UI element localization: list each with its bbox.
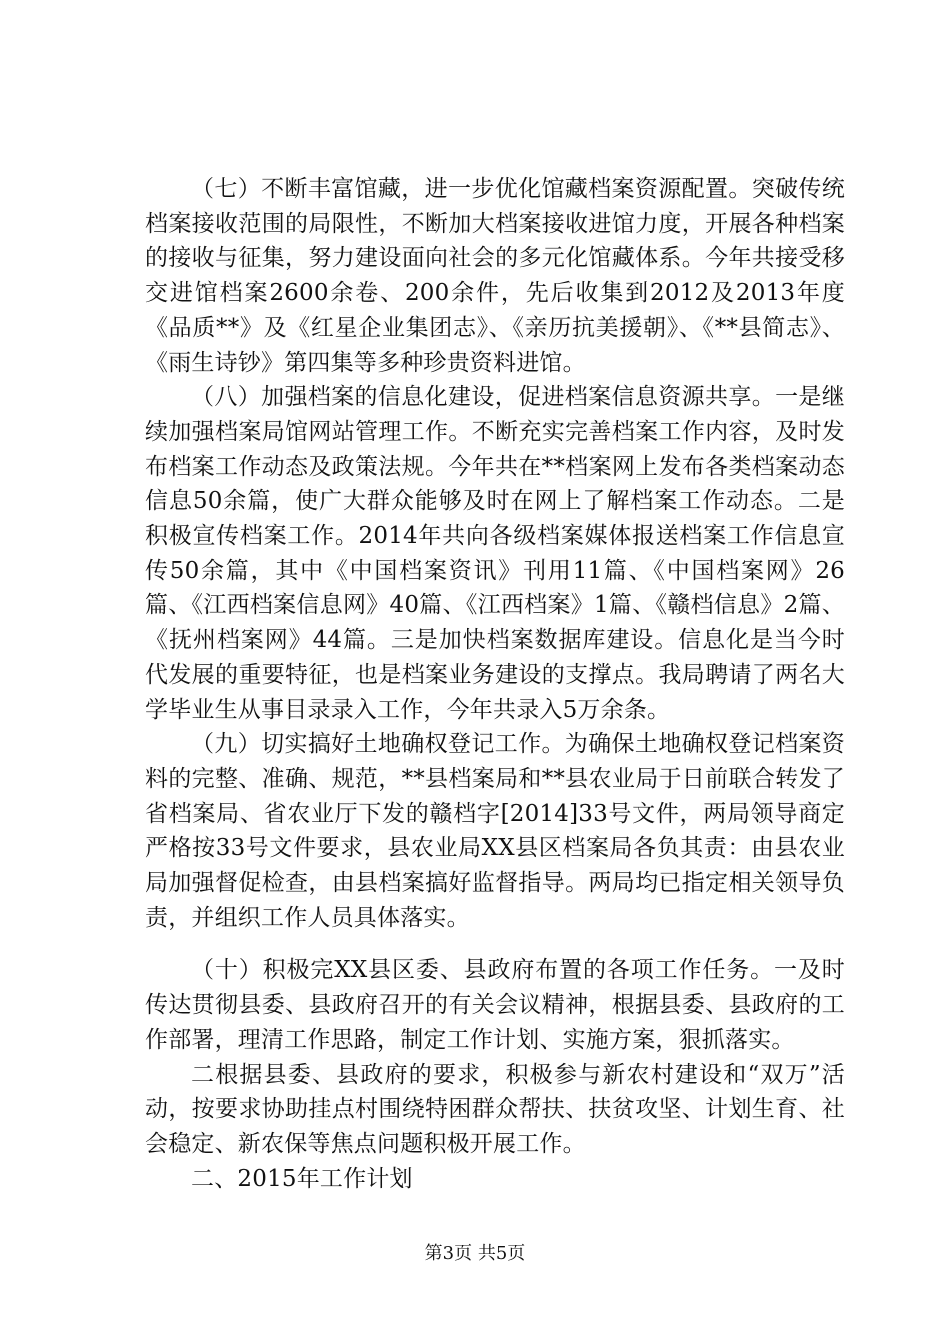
paragraph-7-collection: （七）不断丰富馆藏，进一步优化馆藏档案资源配置。突破传统档案接收范围的局限性，不断加大档案接收进馆力度，开展各种档案的接收与征集，努力建设面向社会的多元化馆藏体系。今年共接受移交进馆档案2600余卷、200余件，先后收集到2012及2013年度《品质**》及《红星企业集团志》、《亲历抗美援朝》、《**县简志》、《雨生诗钞》第四集等多种珍贵资料进馆。 (145, 176, 845, 376)
document-body (145, 172, 845, 1196)
section-heading-2015-plan: 二、2015年工作计划 (191, 1165, 413, 1192)
page-number: 第3页 共5页 (424, 1243, 526, 1264)
paragraph-10-tasks: （十）积极完XX县区委、县政府布置的各项工作任务。一及时传达贯彻县委、县政府召开的有关会议精神，根据县委、县政府的工作部署，理清工作思路，制定工作计划、实施方案，狠抓落实。 (145, 957, 845, 1053)
paragraph-9-land-registration: （九）切实搞好土地确权登记工作。为确保土地确权登记档案资料的完整、准确、规范，**县档案局和**县农业局于日前联合转发了省档案局、省农业厅下发的赣档字[2014]33号文件，两局领导商定严格按33号文件要求，县农业局XX县区档案局各负其责：由县农业局加强督促检查，由县档案搞好监督指导。两局均已指定相关领导负责，并组织工作人员具体落实。 (145, 731, 845, 931)
paragraph-8-informatization: （八）加强档案的信息化建设，促进档案信息资源共享。一是继续加强档案局馆网站管理工作。不断充实完善档案工作内容，及时发布档案工作动态及政策法规。今年共在**档案网上发布各类档案动态信息50余篇，使广大群众能够及时在网上了解档案工作动态。二是积极宣传档案工作。2014年共向各级档案媒体报送档案工作信息宣传50余篇，其中《中国档案资讯》刊用11篇、《中国档案网》26篇、《江西档案信息网》40篇、《江西档案》1篇、《赣档信息》2篇、《抚州档案网》44篇。三是加快档案数据库建设。信息化是当今时代发展的重要特征，也是档案业务建设的支撑点。我局聘请了两名大学毕业生从事目录录入工作，今年共录入5万余条。 (145, 384, 845, 723)
paragraph-10-second-point: 二根据县委、县政府的要求，积极参与新农村建设和“双万”活动，按要求协助挂点村围绕特困群众帮扶、扶贫攻坚、计划生育、社会稳定、新农保等焦点问题积极开展工作。 (145, 1061, 845, 1157)
page-footer (0, 1243, 950, 1265)
